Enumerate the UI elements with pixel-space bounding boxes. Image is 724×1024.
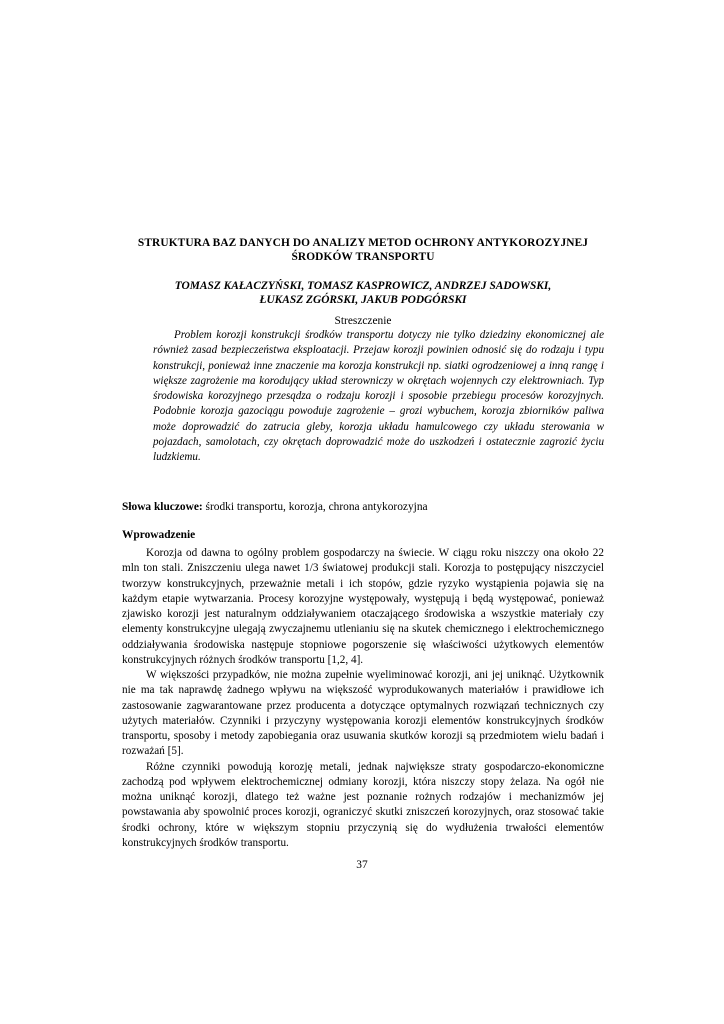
abstract-text: Problem korozji konstrukcji środków transportu dotyczy nie tylko dziedziny ekonomicznej ale również zasad bezpieczeństwa eksploatacji. Przejaw korozji powinien odnosić się do rodzaju i typu konstrukcji, ponieważ inne znaczenie ma korozja konstrukcji np. siatki ogrodzeniowej a inną rangę i większe zagrożenie ma korodujący układ sterowniczy w okrętach wojennych czy elektrowniach. Typ środowiska korozyjnego przesądza o rodzaju korozji i sposobie przebiegu procesów korozyjnych. Podobnie korozja gazociągu powoduje zagrożenie – grozi wybuchem, korozja zbiorników paliwa może doprowadzić do zatrucia gleby, korozja układu hamulcowego czy układu sterowania w pojazdach, samolotach, czy okrętach doprowadzić może do uszkodzeń i ostatecznie zagrozić życiu ludzkiemu. (153, 329, 604, 463)
body-paragraph: W większości przypadków, nie można zupełnie wyeliminować korozji, ani jej uniknąć. Użytkownik nie ma tak naprawdę żadnego wpływu na większość wyprodukowanych materiałów i prawidłowe ich zastosowanie zagwarantowane przez producenta a dotyczące optymalnych rozwiązań technicznych czy użytych materiałów. Czynniki i przyczyny występowania korozji elementów konstrukcyjnych środków transportu, sposoby i metody zapobiegania oraz usuwania skutków korozji są przedmiotem wielu badań i rozważań [5]. (122, 669, 604, 758)
body-paragraph: Różne czynniki powodują korozję metali, jednak największe straty gospodarczo-ekonomiczne zachodzą pod wpływem elektrochemicznej odmiany korozji, która niszczy stopy żelaza. Na ogół nie można uniknąć korozji, dlatego też ważne jest poznanie rożnych rodzajów i mechanizmów jej powstawania aby spowolnić proces korozji, ograniczyć skutki zniszczeń korozyjnych, oraz stosować takie środki ochrony, które w większym stopniu przyczynią się do wydłużenia trwałości elementów konstrukcyjnych środków transportu. (122, 760, 604, 849)
author-list-line-1: TOMASZ KAŁACZYŃSKI, TOMASZ KASPROWICZ, ANDRZEJ SADOWSKI, (174, 280, 552, 292)
author-list-line-2: ŁUKASZ ZGÓRSKI, JAKUB PODGÓRSKI (259, 294, 467, 306)
paper-title-line-1: STRUKTURA BAZ DANYCH DO ANALIZY METOD OCHRONY ANTYKOROZYJNEJ (137, 237, 589, 249)
keywords-label: Słowa kluczowe: (122, 501, 203, 513)
paper-title (122, 236, 604, 264)
abstract-heading: Streszczenie (334, 315, 392, 327)
body-paragraph: Korozja od dawna to ogólny problem gospodarczy na świecie. W ciągu roku niszczy ona około 22 mln ton stali. Zniszczeniu ulega nawet 1/3 światowej produkcji stali. Korozja to postępujący niszczyciel tworzyw konstrukcyjnych, przeważnie metali i ich stopów, gdzie ryzyko wystąpienia pojawia się na każdym etapie wytwarzania. Procesy korozyjne występowały, występują i będą występować, ponieważ zjawisko korozji jest naturalnym oddziaływaniem otaczającego środowiska a wszystkie materiały czy elementy konstrukcyjne ulegają zwyczajnemu utlenianiu się na skutek chemicznego i elektrochemicznego oddziaływania środowiska następuje stopniowe pogorszenie się właściwości użytkowych elementów konstrukcyjnych różnych środków transportu [1,2, 4]. (122, 547, 604, 666)
section-heading: Wprowadzenie (122, 529, 196, 541)
keywords-text: środki transportu, korozja, chrona antykorozyjna (202, 501, 428, 513)
paper-title-line-2: ŚRODKÓW TRANSPORTU (291, 251, 435, 263)
keywords-line (122, 500, 604, 514)
author-list (122, 279, 604, 307)
page-number: 37 (356, 859, 368, 871)
section-body (122, 546, 604, 851)
